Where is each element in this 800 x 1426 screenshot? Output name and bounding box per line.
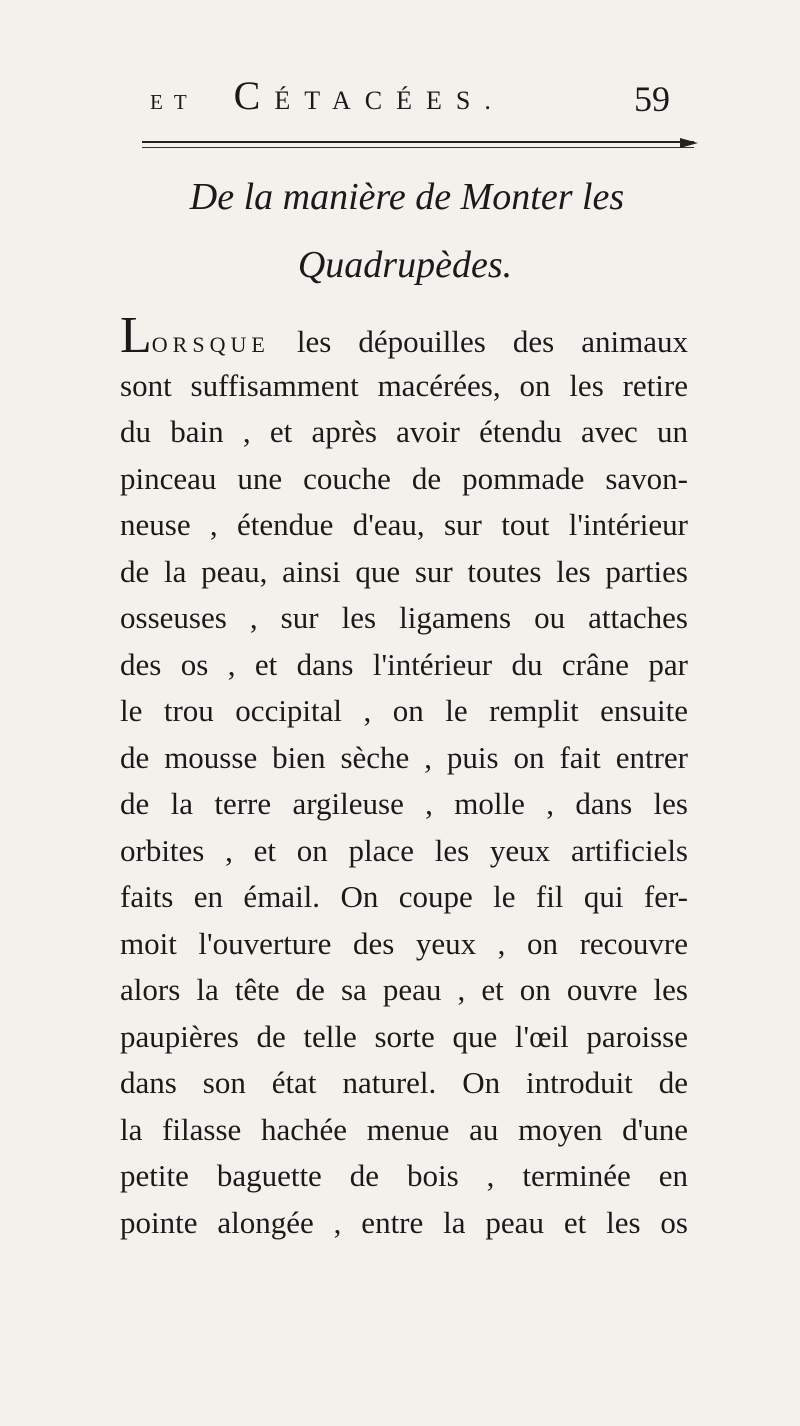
text-line: pointe alongée , entre la peau et les os xyxy=(120,1204,688,1240)
body-paragraph xyxy=(120,307,688,1246)
text-line: osseuses , sur les ligamens ou attaches xyxy=(120,600,688,635)
text-line: orbites , et on place les yeux artificiels xyxy=(120,832,688,868)
text-line: la filasse hachée menue au moyen d'une xyxy=(120,1111,688,1147)
header-rule-ornament xyxy=(680,138,698,148)
section-heading-line-2: Quadrupèdes. xyxy=(297,244,513,286)
drop-cap: L xyxy=(120,307,152,364)
text-line: de la peau, ainsi que sur toutes les parties xyxy=(120,553,688,589)
text-line: neuse , étendue d'eau, sur tout l'intérieur xyxy=(120,507,688,542)
small-caps-word: ORSQUE xyxy=(151,332,270,357)
section-heading-line-1: De la manière de Monter les xyxy=(189,176,625,218)
text-line-1-rest: les dépouilles des animaux xyxy=(296,324,688,359)
text-line: le trou occipital , on le remplit ensuite xyxy=(120,693,688,728)
page-number: 59 xyxy=(634,79,670,119)
text-line-1 xyxy=(120,307,688,364)
running-head-initial: C xyxy=(233,73,275,118)
text-line: petite baguette de bois , terminée en xyxy=(120,1158,688,1193)
running-head xyxy=(150,72,670,132)
text-line: pinceau une couche de pommade savon- xyxy=(120,460,688,496)
text-line: moit l'ouverture des yeux , on recouvre xyxy=(120,925,688,961)
text-line: de mousse bien sèche , puis on fait entrer xyxy=(120,739,688,775)
text-line: sont suffisamment macérées, on les retire xyxy=(120,367,688,403)
text-line: dans son état naturel. On introduit de xyxy=(120,1065,688,1100)
running-head-prefix: ET xyxy=(150,90,198,114)
text-line: du bain , et après avoir étendu avec un xyxy=(120,414,688,449)
text-line: paupières de telle sorte que l'œil paroisse xyxy=(120,1018,688,1054)
text-line: alors la tête de sa peau , et on ouvre les xyxy=(120,972,688,1007)
running-head-rest: ÉTACÉES. xyxy=(274,86,505,115)
header-rule-thin xyxy=(142,147,694,148)
text-line: faits en émail. On coupe le fil qui fer- xyxy=(120,879,688,914)
header-rule xyxy=(142,141,694,143)
text-line: des os , et dans l'intérieur du crâne par xyxy=(120,646,688,682)
running-head-title xyxy=(150,72,505,119)
text-line: de la terre argileuse , molle , dans les xyxy=(120,786,688,821)
